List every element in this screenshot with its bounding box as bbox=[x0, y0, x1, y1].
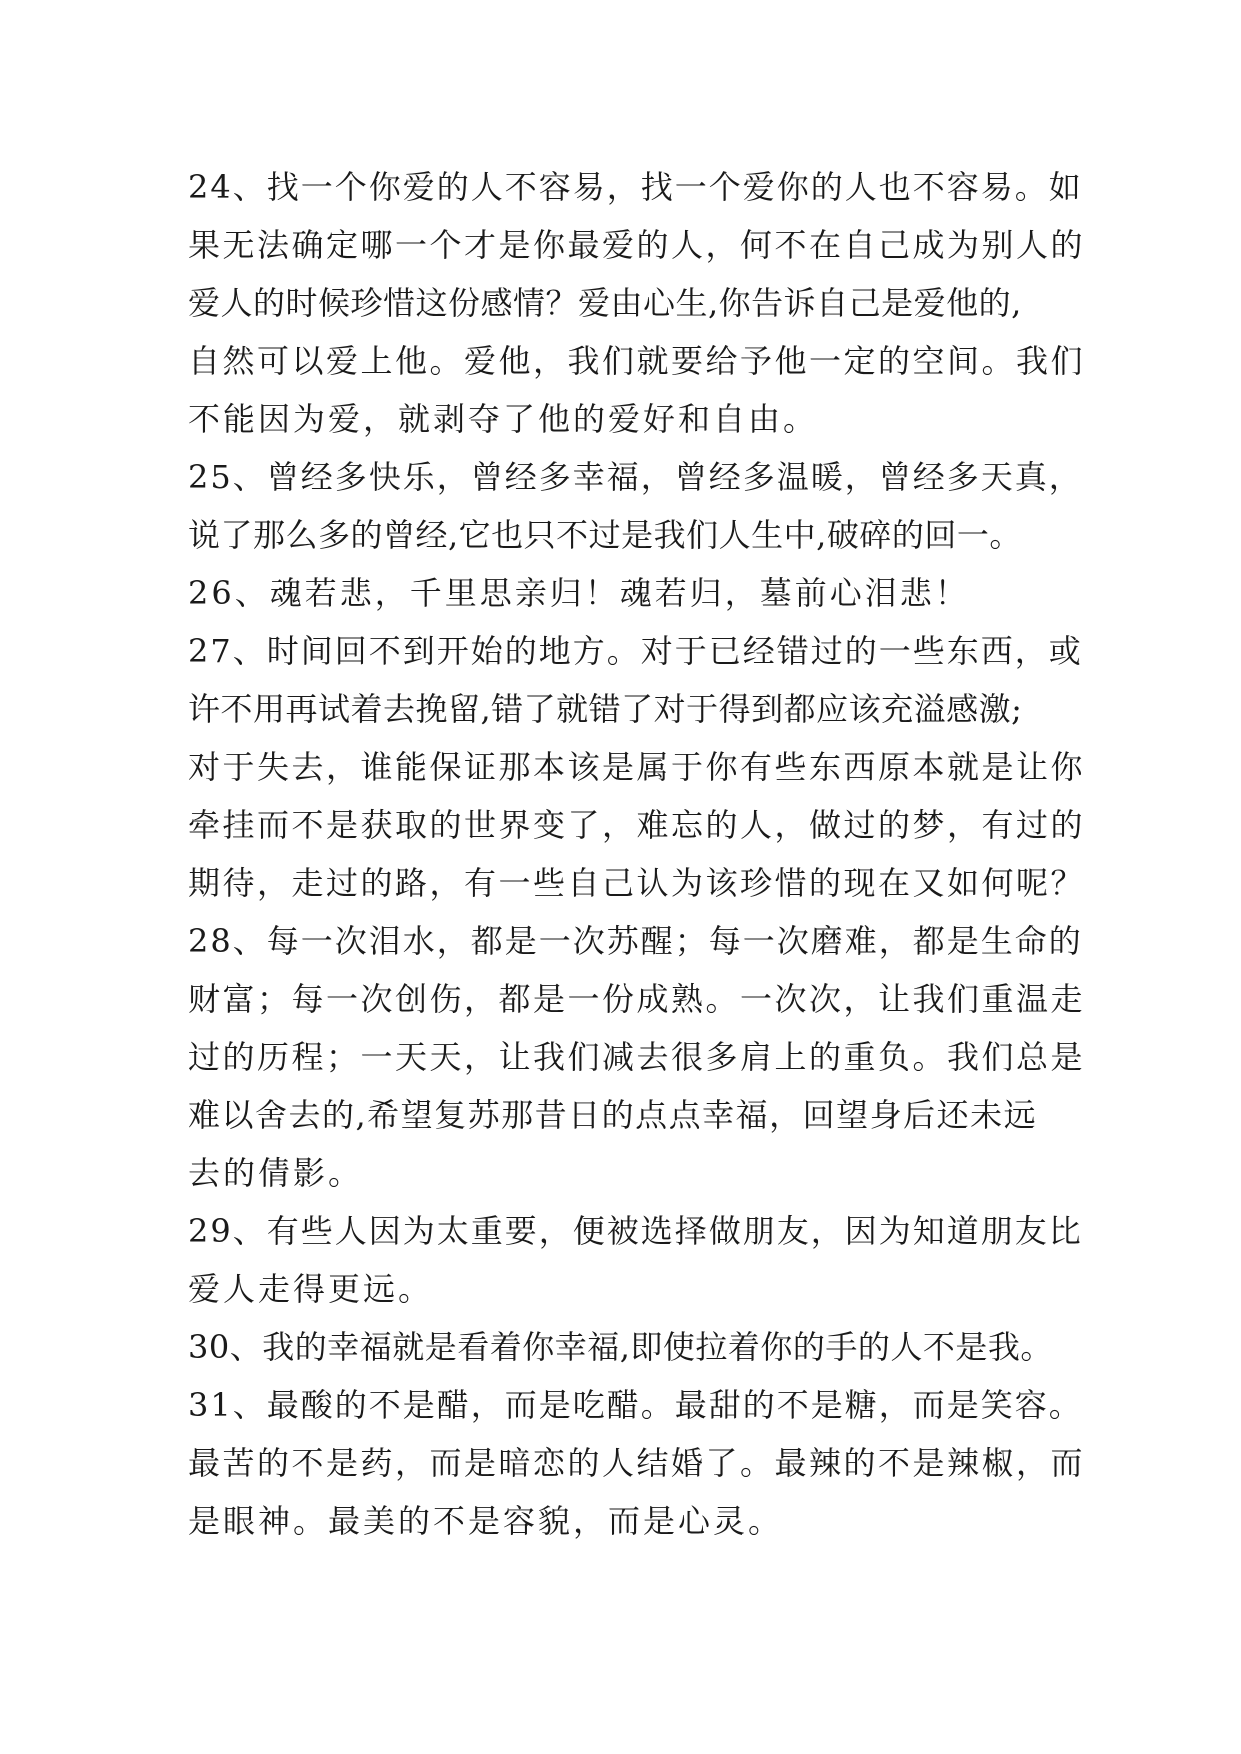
text-line: 最苦的不是药，而是暗恋的人结婚了。最辣的不是辣椒，而 bbox=[188, 1444, 1086, 1482]
text-line: 对于失去，谁能保证那本该是属于你有些东西原本就是让你 bbox=[188, 748, 1086, 786]
text-line: 自然可以爱上他。爱他，我们就要给予他一定的空间。我们 bbox=[188, 342, 1086, 380]
text-line: 财富；每一次创伤，都是一份成熟。一次次，让我们重温走 bbox=[188, 980, 1086, 1018]
text-line: 30、我的幸福就是看着你幸福,即使拉着你的手的人不是我。 bbox=[188, 1328, 1053, 1366]
text-line: 果无法确定哪一个才是你最爱的人，何不在自己成为别人的 bbox=[188, 226, 1086, 264]
text-line: 26、魂若悲，千里思亲归！魂若归，墓前心泪悲！ bbox=[188, 574, 970, 612]
text-line: 27、时间回不到开始的地方。对于已经错过的一些东西，或 bbox=[188, 632, 1083, 670]
text-line: 24、找一个你爱的人不容易，找一个爱你的人也不容易。如 bbox=[188, 168, 1083, 206]
text-line: 25、曾经多快乐，曾经多幸福，曾经多温暖，曾经多天真， bbox=[188, 458, 1083, 496]
text-line: 28、每一次泪水，都是一次苏醒；每一次磨难，都是生命的 bbox=[188, 922, 1083, 960]
text-line: 过的历程；一天天，让我们减去很多肩上的重负。我们总是 bbox=[188, 1038, 1086, 1076]
text-line: 许不用再试着去挽留,错了就错了对于得到都应该充溢感激; bbox=[188, 690, 1023, 728]
text-line: 是眼神。最美的不是容貌，而是心灵。 bbox=[188, 1502, 784, 1540]
text-line: 牵挂而不是获取的世界变了，难忘的人，做过的梦，有过的 bbox=[188, 806, 1086, 844]
text-line: 难以舍去的,希望复苏那昔日的点点幸福，回望身后还未远 bbox=[188, 1096, 1038, 1134]
text-line: 爱人的时候珍惜这份感情？爱由心生,你告诉自己是爱他的, bbox=[188, 284, 1022, 322]
text-line: 不能因为爱，就剥夺了他的爱好和自由。 bbox=[188, 400, 819, 438]
text-line: 29、有些人因为太重要，便被选择做朋友，因为知道朋友比 bbox=[188, 1212, 1083, 1250]
text-line: 爱人走得更远。 bbox=[188, 1270, 434, 1308]
text-line: 去的倩影。 bbox=[188, 1154, 364, 1192]
text-line: 31、最酸的不是醋，而是吃醋。最甜的不是糖，而是笑容。 bbox=[188, 1386, 1083, 1424]
document-text bbox=[188, 158, 1088, 1550]
text-line: 说了那么多的曾经,它也只不过是我们人生中,破碎的回一。 bbox=[188, 516, 1022, 554]
text-line: 期待，走过的路，有一些自己认为该珍惜的现在又如何呢？ bbox=[188, 864, 1086, 902]
